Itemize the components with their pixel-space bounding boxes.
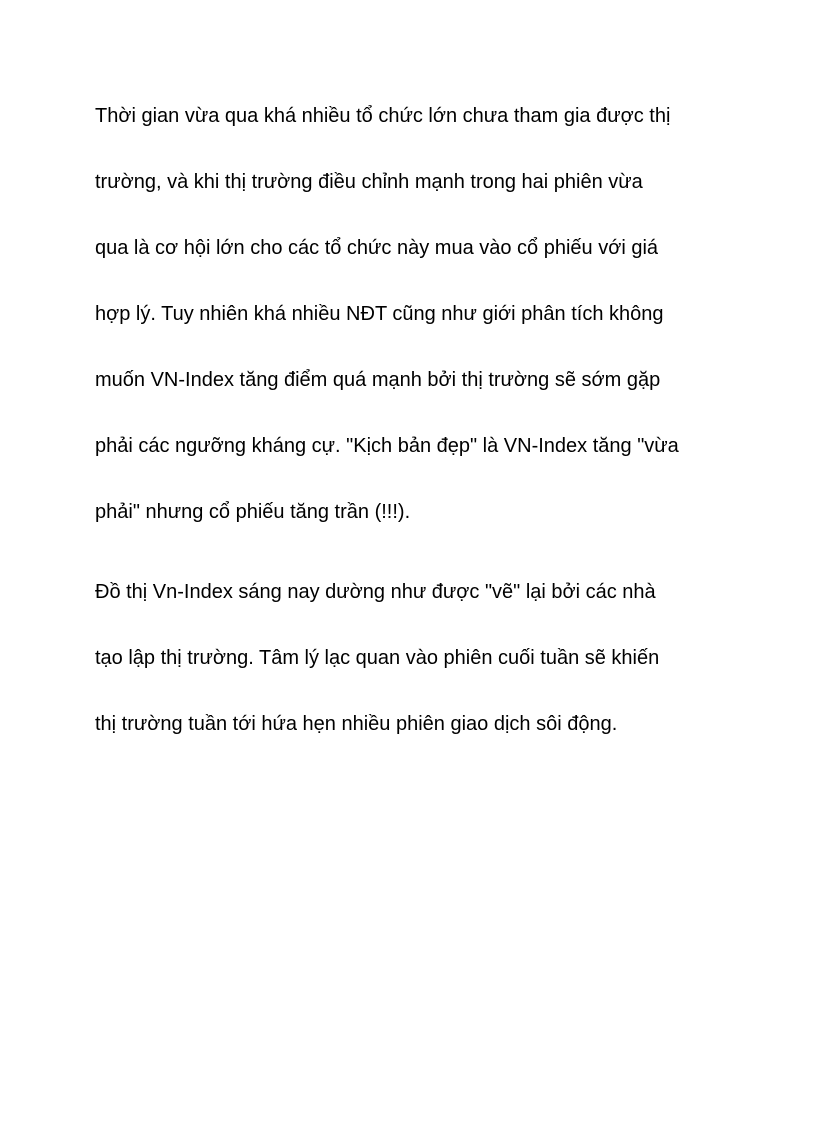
text-line: phải" nhưng cổ phiếu tăng trần (!!!). <box>95 501 411 523</box>
text-line: trường, và khi thị trường điều chỉnh mạnh trong hai phiên vừa <box>95 171 643 193</box>
text-line: Thời gian vừa qua khá nhiều tổ chức lớn chưa tham gia được thị <box>95 105 671 127</box>
text-line: qua là cơ hội lớn cho các tổ chức này mua vào cổ phiếu với giá <box>95 237 659 259</box>
text-line: phải các ngưỡng kháng cự. "Kịch bản đẹp" là VN-Index tăng "vừa <box>95 435 679 457</box>
text-line: hợp lý. Tuy nhiên khá nhiều NĐT cũng như giới phân tích không <box>95 303 664 325</box>
text-line: tạo lập thị trường. Tâm lý lạc quan vào phiên cuối tuần sẽ khiến <box>95 647 660 669</box>
text-line: Đồ thị Vn-Index sáng nay dường như được "vẽ" lại bởi các nhà <box>95 581 656 603</box>
text-line: muốn VN-Index tăng điểm quá mạnh bởi thị trường sẽ sớm gặp <box>95 369 661 391</box>
paragraph-1 <box>95 100 755 562</box>
paragraph-2 <box>95 576 755 774</box>
text-line: thị trường tuần tới hứa hẹn nhiều phiên giao dịch sôi động. <box>95 713 618 735</box>
